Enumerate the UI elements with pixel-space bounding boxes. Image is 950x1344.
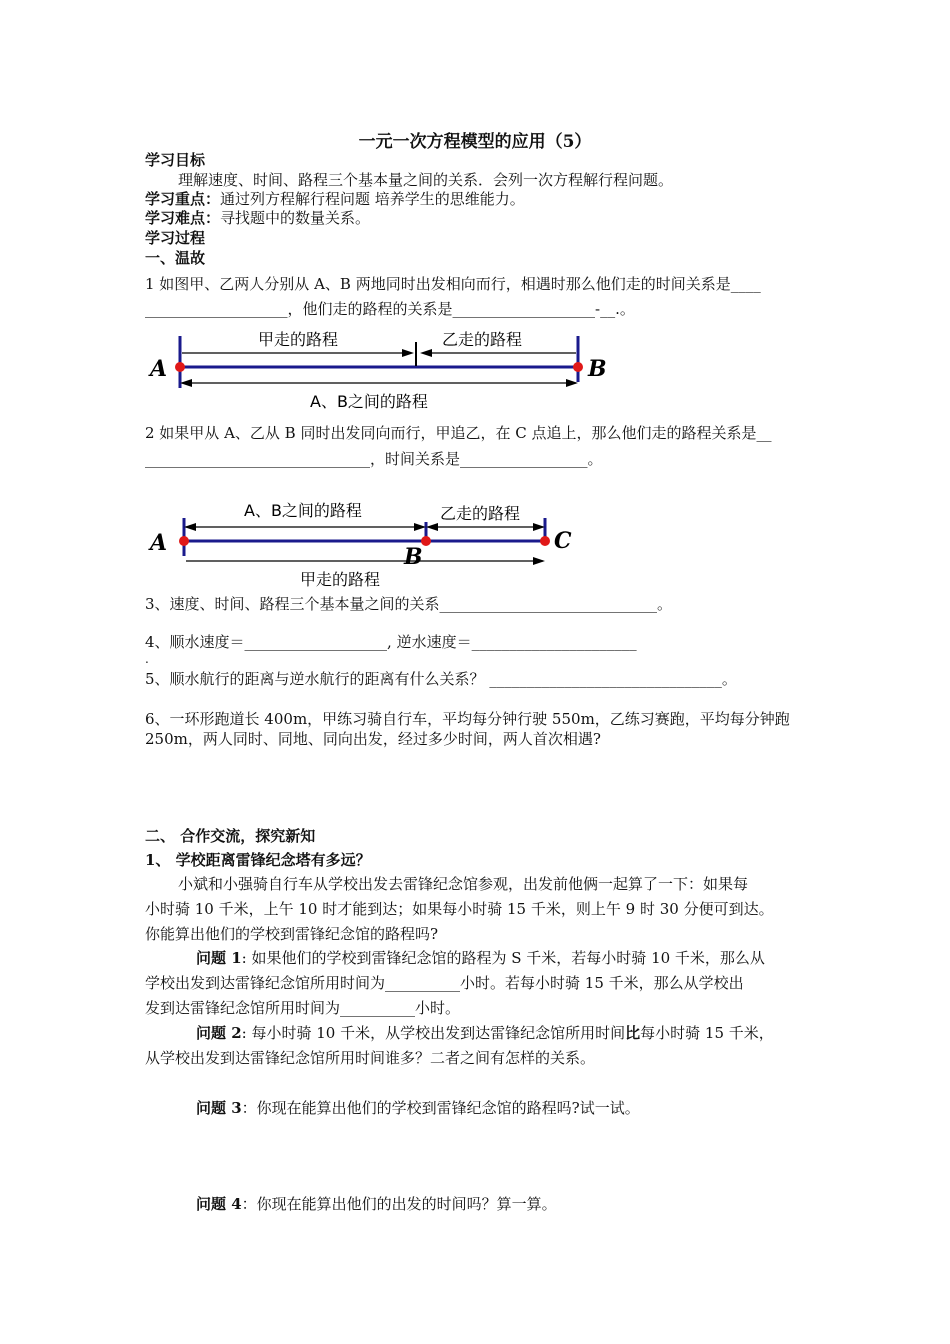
question-3: 3、速度、时间、路程三个基本量之间的关系_____________________________。: [145, 595, 673, 613]
problem-1-text: : 如果他们的学校到雷锋纪念馆的路程为 S 千米，若每小时骑 10 千米，那么从: [241, 949, 765, 967]
point-b-label: B: [404, 544, 423, 570]
key-point-heading: 学习重点：: [145, 190, 221, 208]
page-title: 一元一次方程模型的应用（5）: [358, 132, 592, 152]
problem-2-label: 问题 2: [196, 1024, 242, 1042]
problem-1-line-2: 学校出发到达雷锋纪念馆所用时间为__________小时。若每小时骑 15 千米，那么从学校出: [145, 974, 744, 992]
review-heading: 一、温故: [145, 249, 206, 267]
diagram-opposite-direction: [140, 320, 620, 420]
key-point-text: 通过列方程解行程问题 培养学生的思维能力。: [220, 190, 525, 208]
jia-distance-label: 甲走的路程: [258, 330, 339, 349]
problem-2-line-2: 从学校出发到达雷锋纪念馆所用时间谁多？二者之间有怎样的关系。: [145, 1049, 596, 1067]
question-6-line-2: 250m，两人同时、同地、同向出发，经过多少时间，两人首次相遇?: [145, 730, 601, 748]
question-2-line-1: 2 如果甲从 A、乙从 B 同时出发同向而行，甲追乙，在 C 点追上，那么他们走的路程关系是__: [145, 424, 772, 442]
problem-4-label: 问题 4: [196, 1195, 242, 1213]
problem-3-text: ：你现在能算出他们的学校到雷锋纪念馆的路程吗?试一试。: [241, 1099, 640, 1117]
question-6-line-1: 6、一环形跑道长 400m，甲练习骑自行车，平均每分钟行驶 550m，乙练习赛跑，平均每分钟跑: [145, 710, 790, 728]
point-a-dot: [179, 536, 189, 546]
difficulty-text: 寻找题中的数量关系。: [220, 209, 371, 227]
question-5: 5、顺水航行的距离与逆水航行的距离有什么关系？ _______________________________。: [145, 670, 737, 688]
subsection-1-heading: 1、 学校距离雷锋纪念塔有多远？: [145, 851, 371, 869]
problem-1-label: 问题 1: [196, 949, 242, 967]
process-heading: 学习过程: [145, 229, 206, 247]
story-line-1: 小斌和小强骑自行车从学校出发去雷锋纪念馆参观，出发前他俩一起算了一下：如果每: [178, 875, 749, 893]
ab-distance-label: A、B之间的路程: [244, 501, 362, 520]
stray-dot: .: [145, 652, 149, 666]
problem-3-line: [196, 1098, 640, 1118]
point-a-label: A: [150, 356, 168, 382]
question-4: 4、顺水速度＝___________________, 逆水速度＝______________________: [145, 633, 637, 651]
problem-2-text-a: : 每小时骑 10 千米，从学校出发到达雷锋纪念馆所用时间: [241, 1024, 626, 1042]
problem-1-line-3: 发到达雷锋纪念馆所用时间为__________小时。: [145, 999, 461, 1017]
jia-distance-label: 甲走的路程: [300, 570, 381, 589]
problem-4-line: [196, 1194, 557, 1214]
section-2-heading: 二、 合作交流，探究新知: [145, 827, 316, 845]
story-line-2: 小时骑 10 千米，上午 10 时才能到达；如果每小时骑 15 千米，则上午 9 时 30 分便可到达。: [145, 900, 774, 918]
goal-heading: 学习目标: [145, 151, 206, 169]
difficulty-heading: 学习难点：: [145, 209, 221, 227]
problem-2-line-1: [196, 1023, 774, 1043]
problem-2-emphasis: 比: [625, 1024, 641, 1042]
problem-3-label: 问题 3: [196, 1099, 242, 1117]
yi-distance-label: 乙走的路程: [440, 504, 521, 523]
question-1-line-2: ___________________，他们走的路程的关系是___________________-__.。: [145, 300, 635, 318]
story-line-3: 你能算出他们的学校到雷锋纪念馆的路程吗?: [145, 925, 439, 943]
yi-distance-label: 乙走的路程: [442, 330, 523, 349]
problem-1-line-1: [196, 948, 765, 968]
point-b-dot: [573, 362, 583, 372]
point-c-label: C: [554, 528, 572, 554]
point-b-label: B: [588, 356, 607, 382]
question-2-line-2: ______________________________，时间关系是_________________。: [145, 450, 603, 468]
goal-text: 理解速度、时间、路程三个基本量之间的关系．会列一次方程解行程问题。: [178, 171, 674, 189]
ab-distance-label: A、B之间的路程: [310, 392, 428, 411]
point-c-dot: [540, 536, 550, 546]
point-a-label: A: [150, 530, 168, 556]
problem-4-text: ：你现在能算出他们的出发的时间吗？算一算。: [241, 1195, 557, 1213]
problem-2-text-b: 每小时骑 15 千米，: [640, 1024, 774, 1042]
key-point-line: [145, 189, 525, 209]
difficulty-line: [145, 208, 370, 228]
point-a-dot: [175, 362, 185, 372]
diagram-same-direction: [140, 492, 600, 592]
question-1-line-1: 1 如图甲、乙两人分别从 A、B 两地同时出发相向而行，相遇时那么他们走的时间关系是____: [145, 275, 761, 293]
